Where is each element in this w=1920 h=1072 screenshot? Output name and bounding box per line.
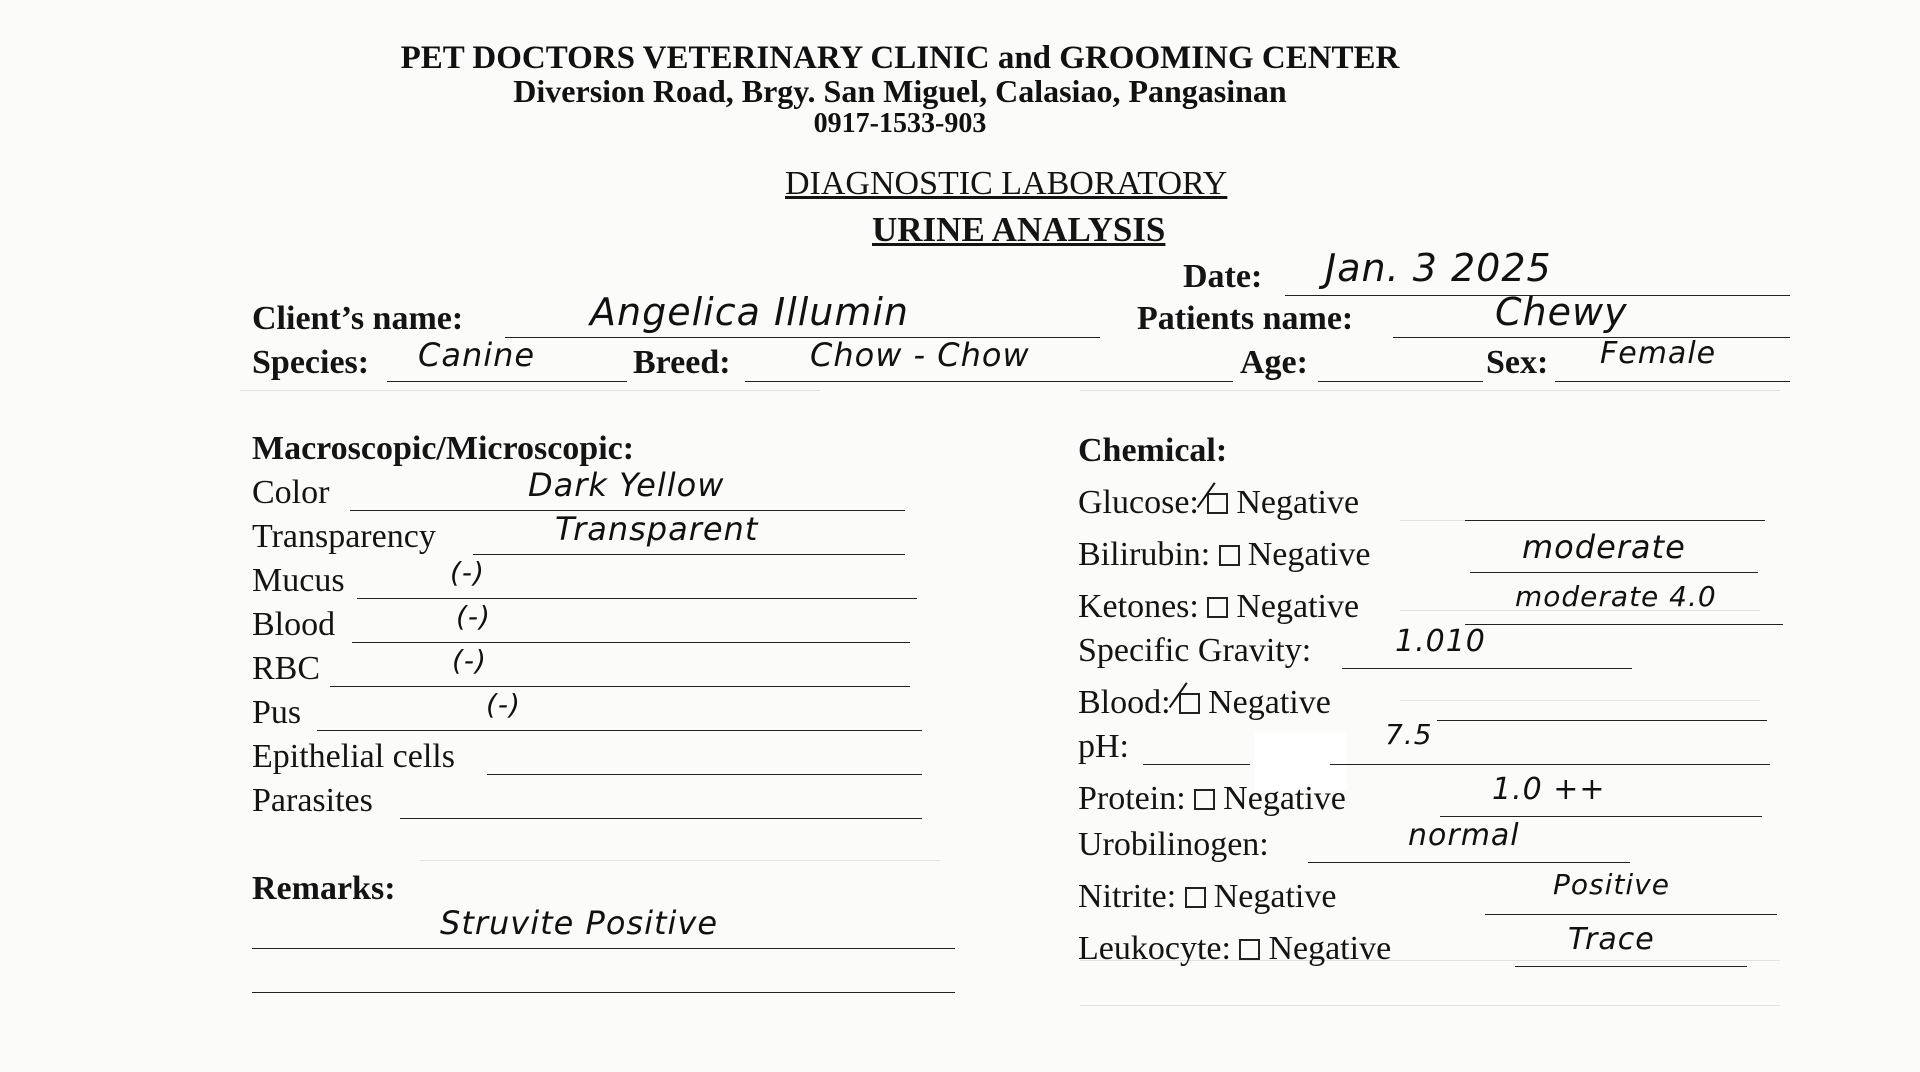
urobilinogen-value[interactable]: normal bbox=[1408, 818, 1520, 853]
bilirubin-negative-label: Negative bbox=[1247, 536, 1371, 573]
chem-blood-label: Blood: bbox=[1078, 684, 1171, 721]
protein-label: Protein: bbox=[1078, 780, 1186, 817]
glucose-line bbox=[1465, 520, 1765, 521]
epithelial-cells-line bbox=[487, 774, 922, 775]
specific-gravity-label: Specific Gravity: bbox=[1078, 632, 1312, 669]
ph-line-right bbox=[1330, 764, 1770, 765]
nitrite-negative-checkbox[interactable] bbox=[1185, 887, 1206, 908]
remarks-label: Remarks: bbox=[252, 870, 396, 907]
transparency-label: Transparency bbox=[252, 518, 436, 555]
rbc-value[interactable]: (-) bbox=[452, 644, 487, 677]
transparency-line bbox=[473, 554, 905, 555]
parasites-label: Parasites bbox=[252, 782, 373, 819]
bilirubin-negative-checkbox[interactable] bbox=[1219, 545, 1240, 566]
remarks-line-1 bbox=[252, 948, 955, 949]
chem-blood-line bbox=[1437, 720, 1767, 721]
bilirubin-value[interactable]: moderate bbox=[1522, 528, 1686, 566]
chem-blood-row bbox=[1078, 684, 1331, 722]
leukocyte-negative-checkbox[interactable] bbox=[1239, 939, 1260, 960]
leukocyte-label: Leukocyte: bbox=[1078, 930, 1231, 967]
specific-gravity-value[interactable]: 1.010 bbox=[1395, 624, 1486, 659]
rbc-label: RBC bbox=[252, 650, 321, 687]
ketones-label: Ketones: bbox=[1078, 588, 1199, 625]
glucose-negative-checkbox[interactable] bbox=[1207, 493, 1228, 514]
mucus-label: Mucus bbox=[252, 562, 345, 599]
patient-name-label: Patients name: bbox=[1137, 300, 1354, 337]
breed-value[interactable]: Chow - Chow bbox=[810, 336, 1030, 374]
specific-gravity-line bbox=[1342, 668, 1632, 669]
transparency-value[interactable]: Transparent bbox=[555, 510, 759, 548]
color-value[interactable]: Dark Yellow bbox=[528, 466, 725, 504]
nitrite-row bbox=[1078, 878, 1336, 916]
protein-value[interactable]: 1.0 ++ bbox=[1492, 772, 1606, 807]
rbc-line bbox=[330, 686, 910, 687]
breed-label: Breed: bbox=[633, 344, 731, 381]
bilirubin-line bbox=[1470, 572, 1758, 573]
nitrite-value[interactable]: Positive bbox=[1553, 868, 1670, 901]
blood-label: Blood bbox=[252, 606, 336, 643]
ketones-row bbox=[1078, 588, 1359, 626]
breed-line bbox=[745, 381, 1233, 382]
patient-name-value[interactable]: Chewy bbox=[1495, 290, 1628, 334]
blood-line bbox=[352, 642, 910, 643]
mucus-line bbox=[357, 598, 917, 599]
remarks-line-2 bbox=[252, 992, 955, 993]
leukocyte-value[interactable]: Trace bbox=[1568, 922, 1655, 957]
ketones-negative-checkbox[interactable] bbox=[1207, 597, 1228, 618]
urobilinogen-label: Urobilinogen: bbox=[1078, 826, 1269, 863]
clinic-address: Diversion Road, Brgy. San Miguel, Calasiao, Pangasinan bbox=[513, 73, 1287, 109]
glucose-label: Glucose: bbox=[1078, 484, 1199, 521]
ph-label: pH: bbox=[1078, 728, 1129, 765]
protein-row bbox=[1078, 780, 1346, 818]
age-label: Age: bbox=[1240, 344, 1308, 381]
patient-name-line bbox=[1393, 337, 1790, 338]
chem-blood-negative-checkbox[interactable] bbox=[1179, 693, 1200, 714]
chem-blood-negative-label: Negative bbox=[1208, 684, 1331, 721]
parasites-line bbox=[400, 818, 922, 819]
nitrite-label: Nitrite: bbox=[1078, 878, 1177, 915]
pus-value[interactable]: (-) bbox=[486, 688, 521, 721]
clinic-phone: 0917-1533-903 bbox=[813, 108, 987, 139]
urobilinogen-line bbox=[1308, 862, 1630, 863]
client-name-value[interactable]: Angelica Illumin bbox=[590, 290, 910, 334]
pus-label: Pus bbox=[252, 694, 302, 731]
nitrite-line bbox=[1485, 914, 1777, 915]
document-subtitle: URINE ANALYSIS bbox=[872, 210, 1166, 249]
bilirubin-label: Bilirubin: bbox=[1078, 536, 1211, 573]
remarks-value[interactable]: Struvite Positive bbox=[440, 904, 719, 942]
ph-line-left bbox=[1143, 764, 1250, 765]
glucose-negative-label: Negative bbox=[1236, 484, 1360, 521]
macro-heading: Macroscopic/Microscopic: bbox=[252, 430, 635, 467]
sex-label: Sex: bbox=[1486, 344, 1549, 381]
clinic-name: PET DOCTORS VETERINARY CLINIC and GROOMING CENTER bbox=[400, 40, 1400, 76]
leukocyte-negative-label: Negative bbox=[1268, 930, 1392, 967]
date-value[interactable]: Jan. 3 2025 bbox=[1325, 246, 1552, 290]
mucus-value[interactable]: (-) bbox=[450, 556, 485, 589]
glucose-row bbox=[1078, 484, 1359, 522]
date-label: Date: bbox=[1183, 258, 1263, 295]
protein-negative-checkbox[interactable] bbox=[1194, 789, 1215, 810]
bilirubin-row bbox=[1078, 536, 1370, 574]
chemical-heading: Chemical: bbox=[1078, 432, 1228, 469]
species-line bbox=[387, 381, 627, 382]
species-value[interactable]: Canine bbox=[418, 336, 536, 374]
leukocyte-row bbox=[1078, 930, 1391, 968]
leukocyte-line bbox=[1515, 966, 1747, 967]
protein-negative-label: Negative bbox=[1223, 780, 1346, 817]
sex-value[interactable]: Female bbox=[1600, 336, 1717, 371]
ketones-value[interactable]: moderate 4.0 bbox=[1515, 580, 1717, 613]
blood-value[interactable]: (-) bbox=[456, 600, 491, 633]
color-label: Color bbox=[252, 474, 330, 511]
epithelial-cells-label: Epithelial cells bbox=[252, 738, 455, 775]
ph-value[interactable]: 7.5 bbox=[1385, 718, 1433, 751]
pus-line bbox=[317, 730, 922, 731]
client-name-label: Client’s name: bbox=[252, 300, 464, 337]
sex-line bbox=[1555, 381, 1790, 382]
age-line bbox=[1318, 381, 1483, 382]
ketones-negative-label: Negative bbox=[1236, 588, 1360, 625]
nitrite-negative-label: Negative bbox=[1213, 878, 1337, 915]
ketones-line bbox=[1465, 624, 1783, 625]
species-label: Species: bbox=[252, 344, 370, 381]
document-title: DIAGNOSTIC LABORATORY bbox=[785, 165, 1228, 202]
protein-line bbox=[1440, 816, 1762, 817]
